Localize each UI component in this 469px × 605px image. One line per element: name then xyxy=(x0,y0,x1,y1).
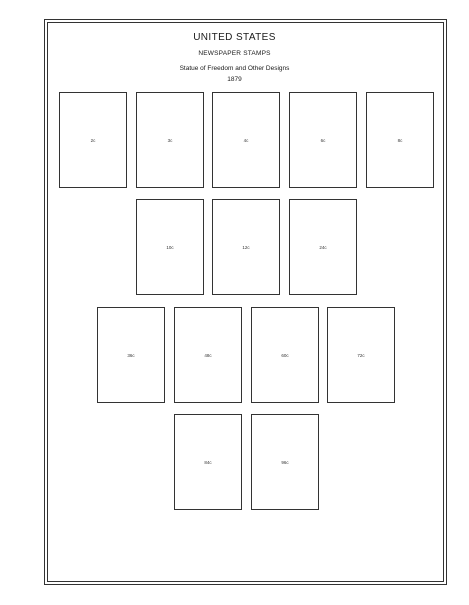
stamp-space xyxy=(366,92,434,188)
stamp-denomination: 36c xyxy=(127,352,135,358)
stamp-denomination: 48c xyxy=(204,352,212,358)
stamp-space xyxy=(136,92,204,188)
stamp-denomination: 2c xyxy=(90,137,96,143)
stamp-space xyxy=(251,307,319,403)
stamp-space xyxy=(251,414,319,510)
stamp-space xyxy=(136,199,204,295)
stamp-space xyxy=(59,92,127,188)
stamp-space xyxy=(212,92,280,188)
issue-year: 1879 xyxy=(227,76,242,83)
stamp-denomination: 6c xyxy=(320,137,326,143)
stamp-denomination: 8c xyxy=(397,137,403,143)
stamp-denomination: 4c xyxy=(243,137,249,143)
stamp-denomination: 60c xyxy=(281,352,289,358)
stamp-space xyxy=(97,307,165,403)
stamp-space xyxy=(327,307,395,403)
stamp-denomination: 72c xyxy=(357,352,365,358)
stamp-space xyxy=(174,307,242,403)
stamp-denomination: 84c xyxy=(204,459,212,465)
stamp-space xyxy=(174,414,242,510)
stamp-space xyxy=(289,199,357,295)
stamp-denomination: 96c xyxy=(281,459,289,465)
stamp-space xyxy=(212,199,280,295)
stamp-space xyxy=(289,92,357,188)
stamp-denomination: 12c xyxy=(242,244,250,250)
series-title: Statue of Freedom and Other Designs xyxy=(179,65,290,72)
stamp-denomination: 10c xyxy=(166,244,174,250)
stamp-denomination: 24c xyxy=(319,244,327,250)
stamp-denomination: 3c xyxy=(167,137,173,143)
page-subtitle: NEWSPAPER STAMPS xyxy=(198,50,271,57)
page-title: UNITED STATES xyxy=(193,32,276,43)
